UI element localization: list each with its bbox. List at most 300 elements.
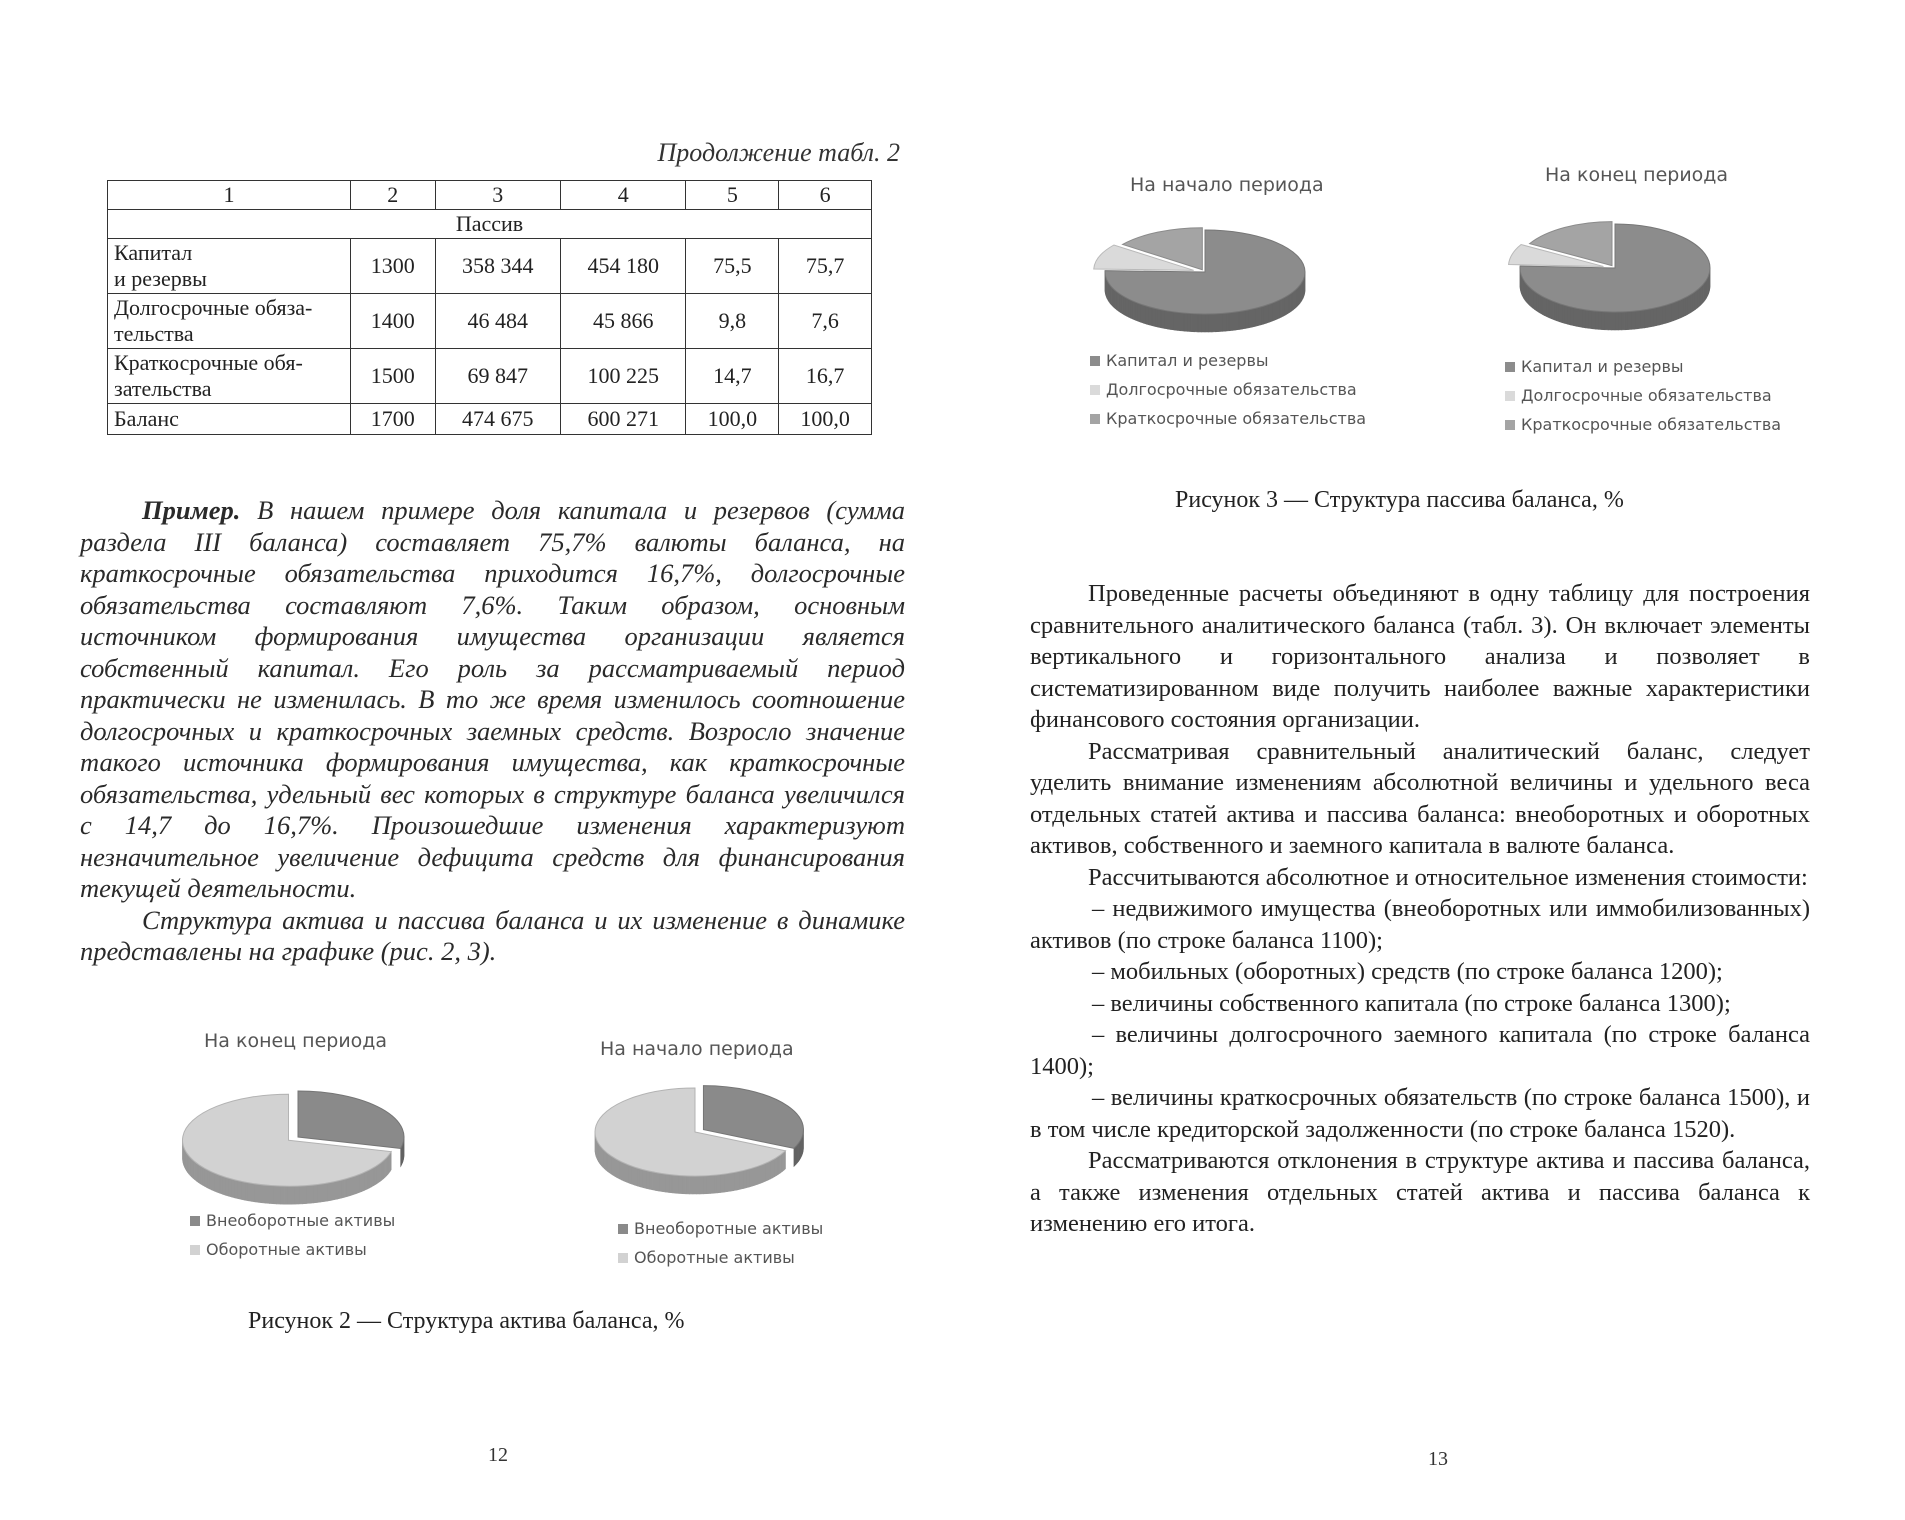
- pie-slice-side: [794, 1148, 795, 1167]
- pie-slice-side: [758, 1165, 761, 1184]
- pie-slice-side: [1663, 305, 1666, 324]
- asset-chart-end: [120, 1010, 450, 1300]
- pie-slice-side: [1568, 306, 1571, 325]
- pie-slice-side: [1573, 308, 1576, 327]
- legend-item: [618, 1243, 823, 1272]
- pie-slice-side: [710, 1175, 713, 1193]
- pie-slice-side: [1576, 308, 1579, 327]
- row-label-line: Капитал: [114, 240, 193, 265]
- pie-slice-side: [1551, 301, 1554, 320]
- table-caption: Продолжение табл. 2: [657, 138, 900, 167]
- pie-slice-side: [273, 1186, 277, 1204]
- pie-slice-side: [212, 1172, 215, 1191]
- pie-slice-side: [1628, 311, 1631, 329]
- pie-slice-side: [1641, 310, 1644, 328]
- pie-slice-side: [734, 1172, 737, 1191]
- row-label-line: зательства: [114, 376, 212, 401]
- pie-slice-side: [1146, 306, 1149, 325]
- pie-chart: [540, 1072, 870, 1222]
- pie-slice-side: [1222, 313, 1225, 331]
- pie-slice-side: [749, 1168, 752, 1187]
- pie-slice-side: [1236, 311, 1239, 329]
- pie-slice-side: [743, 1170, 746, 1189]
- pie-slice-side: [1269, 303, 1272, 322]
- pie-slice-side: [689, 1176, 692, 1194]
- pie-slice-side: [1143, 305, 1146, 324]
- pie-slice-side: [223, 1176, 226, 1195]
- legend-swatch: [190, 1216, 200, 1226]
- pie-slice-side: [1540, 295, 1542, 314]
- pie-slice-side: [259, 1184, 263, 1202]
- legend-label: Внеоборотные активы: [206, 1211, 396, 1230]
- pie-slice-side: [1595, 311, 1598, 329]
- pie-slice-side: [1208, 314, 1211, 332]
- pie-slice-side: [1547, 299, 1549, 318]
- pie-slice-side: [646, 1170, 649, 1189]
- pie-slice-side: [1252, 308, 1255, 327]
- table-header-row: [108, 181, 872, 210]
- legend-swatch: [1505, 391, 1515, 401]
- pie-slice-side: [679, 1175, 682, 1193]
- pie-slice-side: [1141, 304, 1144, 323]
- pie-slice-side: [1229, 312, 1232, 330]
- pie-slice-side: [356, 1175, 359, 1194]
- pie-slice-side: [1136, 302, 1139, 321]
- list-item: – величины краткосрочных обязательств (по строке баланса 1500), и в том числе кредиторской задолженности (по строке баланса 1520).: [1030, 1084, 1810, 1143]
- pie-slice-side: [1605, 312, 1608, 330]
- pie-slice-side: [1164, 310, 1167, 329]
- pie-slice-side: [1602, 312, 1605, 330]
- table-header-cell: 5: [686, 181, 779, 210]
- pie-slice-side: [1279, 299, 1281, 318]
- example-paragraph: [80, 495, 905, 905]
- table-cell: 14,7: [686, 349, 779, 404]
- list-item: – величины долгосрочного заемного капитала (по строке баланса 1400);: [1030, 1021, 1810, 1080]
- pie-slice-side: [252, 1183, 255, 1202]
- pie-slice-side: [317, 1184, 321, 1202]
- pie-slice-side: [1233, 312, 1236, 330]
- pie-slice-side: [1635, 311, 1638, 329]
- pie-slice-side: [376, 1165, 378, 1184]
- pie-slice-side: [1570, 307, 1573, 326]
- chart-title: На начало периода: [1130, 174, 1324, 196]
- pie-slice-side: [359, 1174, 362, 1193]
- pie-slice-side: [1158, 309, 1161, 328]
- pie-slice-side: [1618, 312, 1621, 330]
- pie-slice-side: [1673, 302, 1676, 321]
- figure-2-caption: Рисунок 2 — Структура актива баланса, %: [248, 1308, 685, 1334]
- pie-slice-side: [1255, 308, 1258, 327]
- legend-item: [1505, 352, 1781, 381]
- pie-slice-side: [1152, 308, 1155, 327]
- pie-slice-side: [693, 1176, 696, 1194]
- pie-slice-side: [321, 1184, 325, 1203]
- chart-legend: [1090, 346, 1366, 433]
- pie-slice-side: [1557, 303, 1560, 322]
- legend-item: [1090, 404, 1366, 433]
- table-cell: 474 675: [435, 404, 560, 435]
- pie-slice-side: [1592, 311, 1595, 329]
- pie-slice-side: [1184, 313, 1187, 331]
- legend-item: [618, 1214, 823, 1243]
- pie-slice-side: [291, 1186, 295, 1204]
- table-cell: 454 180: [561, 239, 686, 294]
- table-cell: 45 866: [561, 294, 686, 349]
- pie-slice-side: [1122, 295, 1124, 314]
- pie-slice-side: [226, 1177, 229, 1196]
- pie-slice-side: [1583, 309, 1586, 328]
- pie-slice-side: [1124, 297, 1126, 316]
- pie-slice-side: [364, 1171, 367, 1190]
- legend-label: Капитал и резервы: [1521, 357, 1684, 376]
- pie-slice-side: [1631, 311, 1634, 329]
- pie-slice-side: [656, 1172, 659, 1191]
- pie-slice-side: [752, 1167, 755, 1186]
- pie-slice-side: [640, 1169, 643, 1188]
- chart-legend: [618, 1214, 823, 1272]
- structure-paragraph: Структура актива и пассива баланса и их изменение в динамике представлены на графике (рис. 2, 3).: [80, 904, 905, 966]
- pie-slice-side: [1676, 301, 1679, 320]
- pie-slice-side: [1177, 312, 1180, 330]
- pie-slice-side: [632, 1166, 635, 1185]
- pie-slice-side: [629, 1165, 632, 1184]
- table-cell: 1700: [351, 404, 436, 435]
- row-label-line: и резервы: [114, 266, 207, 291]
- chart-title: На начало периода: [600, 1038, 794, 1060]
- pie-chart: [1090, 210, 1450, 360]
- pie-chart: [1505, 200, 1865, 350]
- pie-slice-side: [1559, 304, 1562, 323]
- liabilities-chart-start: [1090, 160, 1450, 450]
- pie-slice-side: [731, 1173, 734, 1192]
- pie-slice-side: [686, 1176, 689, 1194]
- pie-slice-side: [1272, 302, 1275, 321]
- figure-3-caption: Рисунок 3 — Структура пассива баланса, %: [1175, 487, 1624, 513]
- table-cell: 100 225: [561, 349, 686, 404]
- pie-slice-side: [615, 1158, 617, 1177]
- table-cell: 358 344: [435, 239, 560, 294]
- legend-label: Внеоборотные активы: [634, 1219, 824, 1238]
- pie-slice-side: [347, 1178, 350, 1197]
- pie-slice-side: [652, 1172, 655, 1191]
- pie-slice-side: [1195, 314, 1198, 332]
- pie-slice-side: [1212, 314, 1215, 332]
- pie-slice-side: [1284, 297, 1286, 316]
- example-text: [80, 495, 905, 968]
- pie-slice-side: [1131, 300, 1133, 319]
- pie-slice-side: [669, 1174, 672, 1192]
- legend-label: Краткосрочные обязательства: [1521, 415, 1782, 434]
- row-label-line: Краткосрочные обя-: [114, 350, 303, 375]
- table-header-cell: 4: [561, 181, 686, 210]
- pie-slice-side: [232, 1179, 235, 1198]
- pie-slice-side: [238, 1181, 241, 1200]
- pie-slice-side: [721, 1174, 724, 1192]
- pie-slice-side: [235, 1180, 238, 1199]
- pie-slice-side: [1599, 311, 1602, 329]
- table-cell: 100,0: [779, 404, 872, 435]
- pie-slice-side: [1622, 312, 1625, 330]
- pie-slice-side: [207, 1170, 209, 1189]
- pie-slice-side: [772, 1159, 774, 1178]
- pie-slice-side: [1215, 314, 1218, 332]
- pie-slice-side: [1615, 312, 1618, 330]
- pie-slice-side: [622, 1162, 624, 1181]
- pie-slice-side: [262, 1185, 266, 1203]
- pie-slice-side: [1249, 309, 1252, 328]
- pie-slice-side: [672, 1175, 675, 1193]
- row-label-line: Баланс: [114, 406, 179, 431]
- pie-slice-side: [768, 1161, 770, 1180]
- pie-slice-side: [1286, 295, 1288, 314]
- pie-slice-side: [1282, 298, 1284, 317]
- pie-slice-side: [1579, 309, 1582, 328]
- pie-slice-side: [1246, 310, 1249, 329]
- legend-item: [1090, 346, 1366, 375]
- paragraph: Рассчитываются абсолютное и относительное изменения стоимости:: [1088, 863, 1808, 891]
- legend-item: [190, 1235, 395, 1264]
- pie-slice-side: [1679, 300, 1681, 319]
- legend-label: Оборотные активы: [206, 1240, 367, 1259]
- pie-slice-side: [280, 1186, 284, 1204]
- pie-slice-side: [643, 1170, 646, 1189]
- pie-slice-side: [269, 1185, 273, 1203]
- pie-slice-side: [1565, 305, 1568, 324]
- pie-slice-side: [220, 1175, 223, 1194]
- pie-slice-side: [255, 1184, 259, 1202]
- table-row: [108, 349, 872, 404]
- asset-chart-start: [540, 1030, 870, 1320]
- pie-slice-side: [1549, 300, 1551, 319]
- table-cell: 100,0: [686, 404, 779, 435]
- legend-label: Капитал и резервы: [1106, 351, 1269, 370]
- pie-slice-side: [277, 1186, 281, 1204]
- pie-slice-side: [1202, 314, 1205, 332]
- pie-slice-side: [696, 1176, 699, 1194]
- row-label: [108, 349, 351, 404]
- legend-swatch: [1505, 420, 1515, 430]
- row-label: [108, 294, 351, 349]
- legend-label: Краткосрочные обязательства: [1106, 409, 1367, 428]
- page-number: 12: [488, 1444, 508, 1466]
- pie-slice-side: [624, 1163, 627, 1182]
- table-cell: 7,6: [779, 294, 872, 349]
- chart-title: На конец периода: [1545, 164, 1729, 186]
- pie-slice-side: [1205, 314, 1208, 332]
- pie-slice-side: [266, 1185, 270, 1203]
- table-cell: 1500: [351, 349, 436, 404]
- pie-slice-side: [369, 1169, 371, 1188]
- pie-slice-side: [374, 1166, 376, 1185]
- table-header-cell: 6: [779, 181, 872, 210]
- table-cell: 600 271: [561, 404, 686, 435]
- pie-slice-side: [770, 1160, 772, 1179]
- pie-slice-side: [703, 1176, 706, 1194]
- pie-slice-side: [1608, 312, 1611, 330]
- table-cell: 46 484: [435, 294, 560, 349]
- pie-slice-side: [1612, 312, 1615, 330]
- paragraph: Проведенные расчеты объединяют в одну таблицу для построения сравнительного аналитического баланса (табл. 3). Он включает элементы вертикального и горизонтального анализа и позволяет в систематизированном виде получить наиболее важные характеристики финансового состояния организации.: [1030, 580, 1810, 733]
- pie-slice-side: [1161, 310, 1164, 329]
- table-header-cell: 1: [108, 181, 351, 210]
- pie-slice-side: [1665, 304, 1668, 323]
- legend-label: Долгосрочные обязательства: [1521, 386, 1772, 405]
- pie-slice-side: [765, 1162, 767, 1181]
- pie-slice-side: [1128, 299, 1130, 318]
- legend-swatch: [1505, 362, 1515, 372]
- pie-slice-side: [1219, 313, 1222, 331]
- pie-slice-side: [1647, 309, 1650, 328]
- pie-slice-side: [760, 1164, 763, 1183]
- pie-slice-side: [1239, 311, 1242, 330]
- table-cell: 9,8: [686, 294, 779, 349]
- pie-slice-side: [1660, 306, 1663, 325]
- pie-slice-side: [241, 1181, 244, 1200]
- pie-slice-side: [1544, 297, 1546, 316]
- pie-slice-side: [1657, 307, 1660, 326]
- pie-slice-side: [1562, 304, 1565, 323]
- pie-slice-side: [202, 1167, 204, 1186]
- paragraph: Рассматривая сравнительный аналитический баланс, следует уделить внимание изменениям абсолютной величины и удельного веса отдельных статей актива и пассива баланса: внеоборотных и оборотных активов, собственного и заемного капитала в валюте баланса.: [1030, 737, 1810, 859]
- pie-slice-side: [700, 1176, 703, 1194]
- pie-slice-side: [341, 1179, 344, 1198]
- pie-slice-side: [649, 1171, 652, 1190]
- list-item: – величины собственного капитала (по строке баланса 1300);: [1092, 989, 1731, 1017]
- list-item: – мобильных (оборотных) средств (по строке баланса 1200);: [1092, 958, 1723, 985]
- chart-legend: [1505, 352, 1781, 439]
- pie-slice-side: [284, 1186, 288, 1204]
- pie-slice-side: [707, 1175, 710, 1193]
- pie-slice-side: [737, 1171, 740, 1190]
- pie-slice-side: [1171, 311, 1174, 329]
- pie-slice-side: [676, 1175, 679, 1193]
- pie-slice-side: [1126, 298, 1128, 317]
- pie-slice-side: [637, 1168, 640, 1187]
- pie-slice-side: [1155, 308, 1158, 327]
- pie-slice-side: [1644, 309, 1647, 328]
- chart-legend: [190, 1206, 395, 1264]
- pie-slice-side: [717, 1175, 720, 1193]
- pie-slice-side: [1258, 307, 1261, 326]
- row-label-line: тельства: [114, 321, 194, 346]
- pie-slice-side: [214, 1173, 217, 1192]
- pie-slice-side: [659, 1173, 662, 1192]
- pie-slice-side: [1242, 310, 1245, 329]
- table-row: [108, 294, 872, 349]
- pie-slice-side: [331, 1182, 334, 1201]
- pie-slice-side: [334, 1181, 337, 1200]
- pie-slice-side: [1589, 310, 1592, 328]
- pie-slice-side: [665, 1174, 668, 1192]
- pie-slice-side: [1651, 308, 1654, 327]
- pie-slice-side: [200, 1166, 202, 1185]
- pie-slice-side: [344, 1179, 347, 1198]
- pie-slice-side: [714, 1175, 717, 1193]
- table-row: [108, 239, 872, 294]
- pie-slice-side: [1149, 307, 1152, 326]
- pie-slice-side: [1261, 306, 1264, 325]
- pie-slice-side: [662, 1174, 665, 1192]
- pie-slice-side: [1198, 314, 1201, 332]
- list-item: – недвижимого имущества (внеоборотных или иммобилизованных) активов (по строке баланса 1100);: [1030, 895, 1810, 954]
- table-header-cell: 3: [435, 181, 560, 210]
- pie-slice-side: [245, 1182, 248, 1201]
- pie-slice-side: [372, 1167, 374, 1186]
- pie-slice-side: [627, 1164, 630, 1183]
- table-row: [108, 404, 872, 435]
- pie-slice-side: [1174, 312, 1177, 330]
- table-cell: 75,5: [686, 239, 779, 294]
- pie-slice-side: [209, 1171, 212, 1190]
- pie-slice-side: [1686, 296, 1688, 315]
- legend-swatch: [618, 1253, 628, 1263]
- pie-slice-side: [1274, 301, 1276, 320]
- pie-slice-side: [313, 1184, 317, 1202]
- pie-slice-side: [740, 1171, 743, 1190]
- pie-slice-side: [617, 1160, 619, 1179]
- pie-slice-side: [1625, 312, 1628, 330]
- table-cell: 16,7: [779, 349, 872, 404]
- pie-slice-side: [1264, 305, 1267, 324]
- pie-slice-side: [1681, 299, 1683, 318]
- pie-slice-side: [306, 1185, 310, 1203]
- pie-slice-side: [288, 1186, 292, 1204]
- right-page: [960, 0, 1905, 1520]
- pie-slice-side: [205, 1168, 207, 1187]
- pie-slice-side: [1542, 296, 1544, 315]
- legend-item: [1505, 381, 1781, 410]
- pie-slice-side: [1668, 304, 1671, 323]
- pie-slice-side: [299, 1186, 303, 1204]
- pie-slice-side: [338, 1180, 341, 1199]
- table-cell: 1400: [351, 294, 436, 349]
- pie-slice-side: [1638, 310, 1641, 328]
- liabilities-chart-end: [1505, 150, 1865, 450]
- pie-slice-side: [1188, 313, 1191, 331]
- table-cell: 69 847: [435, 349, 560, 404]
- row-label: [108, 404, 351, 435]
- pie-slice-side: [1554, 302, 1557, 321]
- pie-slice-side: [324, 1183, 327, 1202]
- pie-slice-side: [682, 1176, 685, 1194]
- example-label: Пример.: [142, 495, 241, 525]
- pie-slice-side: [1267, 304, 1270, 323]
- pie-slice-side: [613, 1157, 615, 1176]
- pie-slice-side: [303, 1186, 307, 1204]
- pie-slice-side: [1683, 297, 1685, 316]
- pie-slice-side: [763, 1163, 766, 1182]
- pie-slice-side: [295, 1186, 299, 1204]
- pie-slice-side: [724, 1174, 727, 1192]
- pie-slice-side: [229, 1178, 232, 1197]
- pie-slice-side: [1277, 300, 1279, 319]
- row-label-line: Долгосрочные обяза-: [114, 295, 313, 320]
- pie-chart: [120, 1072, 450, 1222]
- legend-swatch: [190, 1245, 200, 1255]
- pie-slice-side: [353, 1176, 356, 1195]
- table-cell: 1300: [351, 239, 436, 294]
- pie-slice-side: [328, 1182, 331, 1201]
- pie-slice-side: [1226, 313, 1229, 331]
- pie-slice-side: [1191, 314, 1194, 332]
- pie-slice-side: [775, 1157, 777, 1176]
- body-text: [1030, 578, 1810, 1240]
- legend-swatch: [1090, 385, 1100, 395]
- legend-swatch: [1090, 356, 1100, 366]
- pie-slice-side: [635, 1167, 638, 1186]
- legend-label: Долгосрочные обязательства: [1106, 380, 1357, 399]
- pie-slice-side: [755, 1166, 758, 1185]
